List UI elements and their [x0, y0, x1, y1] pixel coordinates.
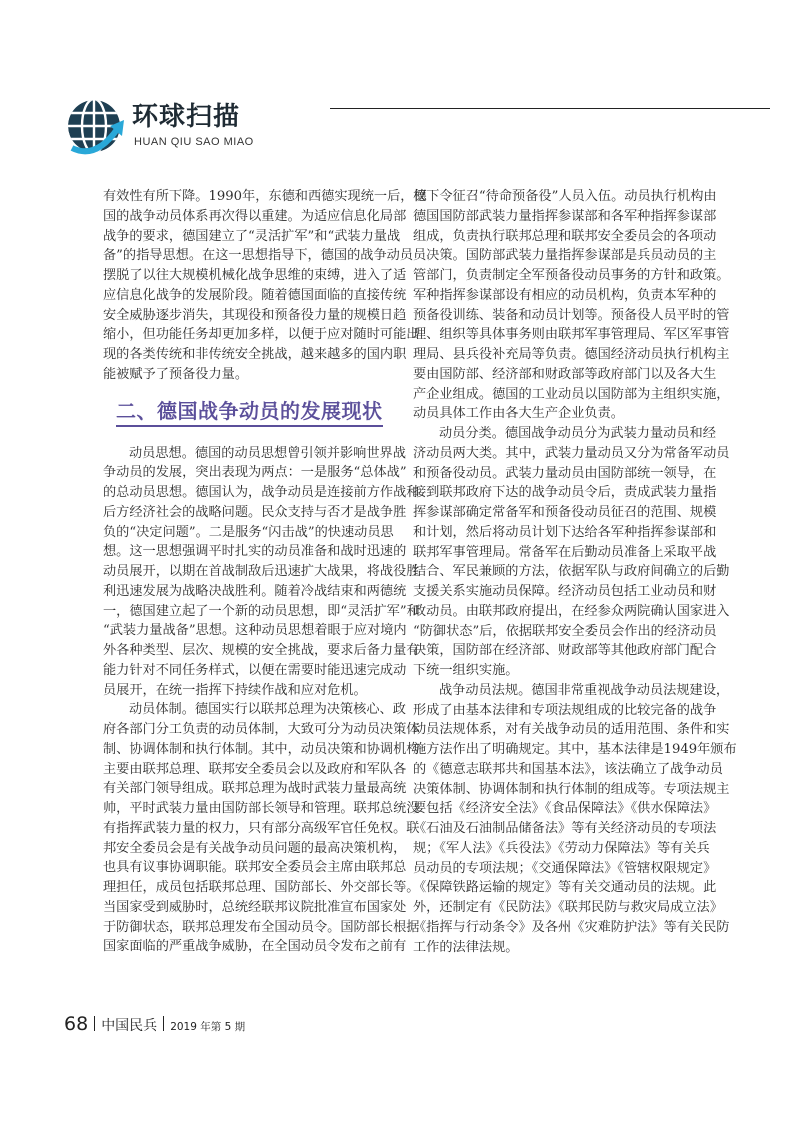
text-line: 的《德意志联邦共和国基本法》，该法确立了战争动员	[413, 761, 723, 777]
globe-arrow-icon	[66, 98, 126, 158]
text-line: 当国家受到威胁时，总统经联邦议院批准宣布国家处	[103, 899, 407, 915]
text-line: 施方法作出了明确规定。其中，基本法律是1949年颁布	[413, 742, 737, 757]
issue-label: 2019 年第 5 期	[170, 1021, 246, 1033]
text-line: 争动员的发展，突出表现为两点：一是服务“总体战”	[103, 465, 407, 481]
text-line: 联邦军事管理局。常备军在后勤动员准备上采取平战	[413, 544, 717, 560]
text-line: 动员展开，以期在首战制敌后迅速扩大战果，将战役胜	[103, 564, 420, 579]
text-line: 于防御状态，联邦总理发布全国动员令。国防部长根据	[103, 919, 420, 935]
text-line: 动员分类。德国战争动员分为武装力量动员和经	[439, 426, 716, 441]
text-line: 《石油及石油制品储备法》等有关经济动员的专项法	[413, 821, 717, 836]
text-line: 要由国防部、经济部和财政部等政府部门以及各大生	[413, 366, 717, 382]
text-line: 理、组织等具体事务则由联邦军事管理局、军区军事管	[413, 327, 730, 343]
text-line: 动员法规体系，对有关战争动员的适用范围、条件和实	[413, 722, 730, 738]
text-line: 理担任，成员包括联邦总理、国防部长、外交部长等。	[103, 880, 420, 895]
text-line: 能力针对不同任务样式，以便在需要时能迅速完成动	[103, 662, 407, 678]
section-subtitle: HUAN QIU SAO MIAO	[134, 136, 254, 148]
header-divider	[330, 108, 770, 109]
text-line: 现的各类传统和非传统安全挑战，越来越多的国内职	[103, 347, 407, 362]
text-line: 管部门，负责制定全军预备役动员事务的方针和政策。	[413, 268, 730, 283]
text-line: 国家面临的严重战争威胁，在全国动员令发布之前有	[103, 939, 407, 955]
text-line: 也具有议事协调职能。联邦安全委员会主席由联邦总	[103, 860, 407, 876]
text-line: 应信息化战争的发展阶段。随着德国面临的直接传统	[103, 287, 407, 303]
text-line: 挥参谋部确定常备军和预备役动员征召的范围、规模	[413, 505, 717, 520]
article-column-right	[413, 187, 737, 957]
text-line: 制、协调体制和执行体制。其中，动员决策和协调机构	[103, 741, 420, 757]
text-line: 结合、军民兼顾的方法，依据军队与政府间确立的后勤	[413, 564, 730, 580]
text-line: 外，还制定有《民防法》《联邦民防与救灾局成立法》	[413, 900, 723, 915]
text-line: 权下令征召“待命预备役”人员入伍。动员执行机构由	[413, 189, 717, 204]
text-line: 想。这一思想强调平时扎实的动员准备和战时迅速的	[103, 544, 407, 560]
text-line: 支援关系实施动员保障。经济动员包括工业动员和财	[413, 584, 717, 599]
text-line: 要包括《经济安全法》《食品保障法》《供水保障法》	[413, 801, 717, 817]
section-heading-block	[103, 385, 391, 444]
text-line: 工作的法律法规。	[413, 939, 519, 955]
text-line: 理局、县兵役补充局等负责。德国经济动员执行机构主	[413, 347, 730, 362]
text-line: 一，德国建立起了一个新的动员思想，即“灵活扩军”和	[103, 603, 420, 619]
article-column-left	[103, 187, 427, 957]
text-line: 负的“决定问题”。二是服务“闪击战”的快速动员思	[103, 524, 394, 540]
text-line: 和计划，然后将动员计划下达给各军种指挥参谋部和	[413, 524, 717, 540]
text-line: 德国国防部武装力量指挥参谋部和各军种指挥参谋部	[413, 208, 717, 224]
text-line: 产企业组成。德国的工业动员以国防部为主组织实施，	[413, 386, 730, 402]
text-line: 动员具体工作由各大生产企业负责。	[413, 406, 624, 422]
text-line: 帅，平时武装力量由国防部长领导和管理。联邦总统没	[103, 801, 420, 816]
text-line: 国的战争动员体系再次得以重建。为适应信息化局部	[103, 208, 407, 224]
text-line: 摆脱了以往大规模机械化战争思维的束缚，进入了适	[103, 268, 407, 283]
text-line: 政动员。由联邦政府提出，在经参众两院确认国家进入	[413, 603, 730, 619]
text-line: 员决策。国防部武装力量指挥参谋部是兵员动员的主	[413, 248, 717, 264]
text-line: 接到联邦政府下达的战争动员令后，责成武装力量指	[413, 485, 717, 501]
text-line: 动员思想。德国的动员思想曾引领并影响世界战	[129, 445, 406, 461]
text-line: 备”的指导思想。在这一思想指导下，德国的战争动员	[103, 248, 414, 264]
text-line: 军种指挥参谋部设有相应的动员机构，负责本军种的	[413, 287, 717, 303]
text-line: 的总动员思想。德国认为，战争动员是连接前方作战和	[103, 485, 420, 500]
text-line: 规；《军人法》《兵役法》《劳动力保障法》等有关兵	[413, 840, 710, 856]
section-title: 环球扫描	[132, 102, 241, 132]
text-line: 能被赋予了预备役力量。	[103, 366, 249, 382]
magazine-name: 中国民兵	[101, 1018, 158, 1034]
text-line: 和预备役动员。武装力量动员由国防部统一领导，在	[413, 465, 717, 481]
text-line: 后方经济社会的战略问题。民众支持与否才是战争胜	[103, 504, 407, 520]
text-line: 有关部门领导组成。联邦总理为战时武装力量最高统	[103, 781, 407, 797]
text-line: 有指挥武装力量的权力，只有部分高级军官任免权。联	[103, 820, 420, 836]
footer-divider	[94, 1016, 95, 1031]
text-line: 《保障铁路运输的规定》等有关交通动员的法规。此	[413, 880, 717, 896]
section-header	[64, 96, 774, 166]
text-line: 员展开，在统一指挥下持续作战和应对危机。	[103, 682, 367, 698]
text-line: 济动员两大类。其中，武装力量动员又分为常备军动员	[413, 445, 730, 461]
text-line: 决策，国防部在经济部、财政部等其他政府部门配合	[413, 643, 717, 659]
text-line: 员动员的专项法规；《交通保障法》《管辖权限规定》	[413, 860, 717, 876]
text-line: 《指挥与行动条令》及各州《灾难防护法》等有关民防	[413, 919, 730, 935]
text-line: 预备役训练、装备和动员计划等。预备役人员平时的管	[413, 307, 730, 323]
text-line: 决策体制、协调体制和执行体制的组成等。专项法规主	[413, 781, 730, 797]
text-line: 下统一组织实施。	[413, 663, 519, 678]
page-number: 68	[64, 1013, 89, 1035]
text-line: 动员体制。德国实行以联邦总理为决策核心、政	[129, 702, 406, 718]
text-line: “武装力量战备”思想。这种动员思想着眼于应对境内	[103, 623, 407, 639]
text-line: 组成，负责执行联邦总理和联邦安全委员会的各项动	[413, 228, 717, 244]
text-line: 主要由联邦总理、联邦安全委员会以及政府和军队各	[103, 761, 407, 777]
text-line: 形成了由基本法律和专项法规组成的比较完备的战争	[413, 702, 717, 718]
text-line: 安全威胁逐步消失，其现役和预备役力量的规模日趋	[103, 307, 407, 323]
text-line: 利迅速发展为战略决战胜利。随着冷战结束和两德统	[103, 583, 407, 599]
page-footer	[64, 1013, 245, 1035]
text-line: 有效性有所下降。1990年，东德和西德实现统一后，德	[103, 189, 427, 204]
text-line: 战争动员法规。德国非常重视战争动员法规建设，	[439, 682, 730, 698]
footer-divider	[163, 1016, 164, 1031]
text-line: 缩小，但功能任务却更加多样，以便于应对随时可能出	[103, 327, 420, 343]
text-line: “防御状态”后，依据联邦安全委员会作出的经济动员	[413, 623, 717, 639]
text-line: 邦安全委员会是有关战争动员问题的最高决策机构，	[103, 840, 407, 856]
text-line: 外各种类型、层次、规模的安全挑战，要求后备力量有	[103, 643, 420, 658]
section-heading: 二、德国战争动员的发展现状	[116, 399, 383, 427]
text-line: 府各部门分工负责的动员体制，大致可分为动员决策体	[103, 722, 420, 737]
text-line: 战争的要求，德国建立了“灵活扩军”和“武装力量战	[103, 228, 401, 244]
